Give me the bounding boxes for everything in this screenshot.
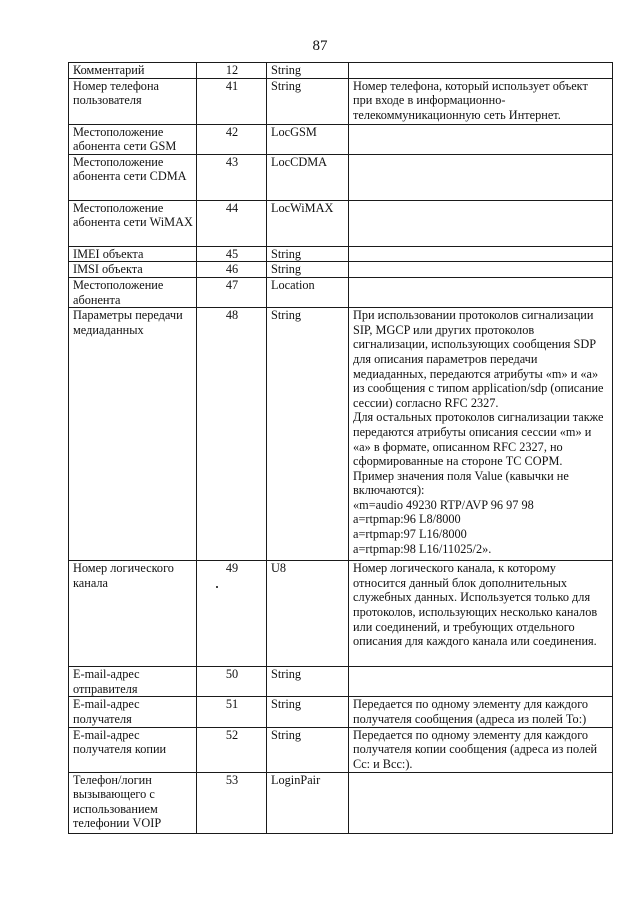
field-name-cell: E-mail-адрес получателя bbox=[69, 697, 197, 727]
field-type-cell: LocGSM bbox=[267, 124, 349, 154]
field-name-cell: Номер логического канала bbox=[69, 561, 197, 667]
field-code-cell: 49 bbox=[197, 561, 267, 667]
field-type-cell: String bbox=[267, 78, 349, 124]
field-type-cell: Location bbox=[267, 277, 349, 307]
page-number: 87 bbox=[312, 38, 328, 54]
field-type-cell: U8 bbox=[267, 561, 349, 667]
field-description-cell bbox=[349, 772, 613, 833]
table-row bbox=[69, 124, 613, 154]
field-description-cell bbox=[349, 667, 613, 697]
field-code-cell: 52 bbox=[197, 727, 267, 772]
attributes-table bbox=[68, 62, 613, 834]
field-code-cell: 41 bbox=[197, 78, 267, 124]
field-name-cell: Местоположение абонента сети CDMA bbox=[69, 154, 197, 200]
field-description-cell: При использовании протоколов сигнализации SIP, MGCP или других протоколов сигнализации, использующих сообщения SDP для описания параметров передачи медиаданных, передаются атрибуты «m» и «a» из сообщения с типом application/sdp (описание сессии) согласно RFC 2327. Для остальных протоколов сигнализации также передаются атрибуты описания сессии «m» и «a» в формате, описанном RFC 2327, но сформированные на стороне ТС СОРМ. Пример значения поля Value (кавычки не включаются): «m=audio 49230 RTP/AVP 96 97 98 a=rtpmap:96 L8/8000 a=rtpmap:97 L16/8000 a=rtpmap:98 L16/11025/2». bbox=[349, 308, 613, 561]
table-row bbox=[69, 561, 613, 667]
field-code-cell: 42 bbox=[197, 124, 267, 154]
field-code-cell: 48 bbox=[197, 308, 267, 561]
field-type-cell: String bbox=[267, 727, 349, 772]
field-description-cell bbox=[349, 246, 613, 262]
field-type-cell: LocCDMA bbox=[267, 154, 349, 200]
field-code-cell: 47 bbox=[197, 277, 267, 307]
field-name-cell: IMEI объекта bbox=[69, 246, 197, 262]
table-row bbox=[69, 154, 613, 200]
field-type-cell: String bbox=[267, 262, 349, 278]
field-type-cell: String bbox=[267, 308, 349, 561]
table-row bbox=[69, 727, 613, 772]
field-code-cell: 43 bbox=[197, 154, 267, 200]
field-description-cell: Номер телефона, который использует объект при входе в информационно-телекоммуникационную сеть Интернет. bbox=[349, 78, 613, 124]
field-name-cell: E-mail-адрес получателя копии bbox=[69, 727, 197, 772]
field-type-cell: LoginPair bbox=[267, 772, 349, 833]
field-code-cell: 12 bbox=[197, 63, 267, 79]
field-type-cell: String bbox=[267, 667, 349, 697]
field-type-cell: String bbox=[267, 697, 349, 727]
field-name-cell: Местоположение абонента bbox=[69, 277, 197, 307]
table-row bbox=[69, 772, 613, 833]
field-name-cell: IMSI объекта bbox=[69, 262, 197, 278]
table-row bbox=[69, 308, 613, 561]
table-row bbox=[69, 246, 613, 262]
field-code-cell: 46 bbox=[197, 262, 267, 278]
field-description-cell bbox=[349, 124, 613, 154]
field-type-cell: String bbox=[267, 246, 349, 262]
table-row bbox=[69, 200, 613, 246]
table-row bbox=[69, 277, 613, 307]
field-description-cell bbox=[349, 262, 613, 278]
field-code-cell: 45 bbox=[197, 246, 267, 262]
field-description-cell bbox=[349, 277, 613, 307]
field-description-cell: Передается по одному элементу для каждого получателя сообщения (адреса из полей To:) bbox=[349, 697, 613, 727]
field-description-cell bbox=[349, 154, 613, 200]
table-row bbox=[69, 63, 613, 79]
field-type-cell: LocWiMAX bbox=[267, 200, 349, 246]
field-description-cell bbox=[349, 200, 613, 246]
field-description-cell bbox=[349, 63, 613, 79]
field-name-cell: Комментарий bbox=[69, 63, 197, 79]
field-description-cell: Передается по одному элементу для каждого получателя копии сообщения (адреса из полей Cc: и Bcc:). bbox=[349, 727, 613, 772]
field-name-cell: Номер телефона пользователя bbox=[69, 78, 197, 124]
field-code-cell: 53 bbox=[197, 772, 267, 833]
field-name-cell: Местоположение абонента сети WiMAX bbox=[69, 200, 197, 246]
scan-speck bbox=[216, 586, 218, 588]
field-description-cell: Номер логического канала, к которому относится данный блок дополнительных служебных данных. Используется только для протоколов, использующих несколько каналов или соединений, и требующих отдельного описания для каждого канала или соединения. bbox=[349, 561, 613, 667]
field-name-cell: Параметры передачи медиаданных bbox=[69, 308, 197, 561]
field-name-cell: E-mail-адрес отправителя bbox=[69, 667, 197, 697]
field-name-cell: Телефон/логин вызывающего с использованием телефонии VOIP bbox=[69, 772, 197, 833]
field-name-cell: Местоположение абонента сети GSM bbox=[69, 124, 197, 154]
field-code-cell: 44 bbox=[197, 200, 267, 246]
table-row bbox=[69, 667, 613, 697]
table-row bbox=[69, 697, 613, 727]
table-row bbox=[69, 262, 613, 278]
field-code-cell: 50 bbox=[197, 667, 267, 697]
field-type-cell: String bbox=[267, 63, 349, 79]
table-row bbox=[69, 78, 613, 124]
field-code-cell: 51 bbox=[197, 697, 267, 727]
